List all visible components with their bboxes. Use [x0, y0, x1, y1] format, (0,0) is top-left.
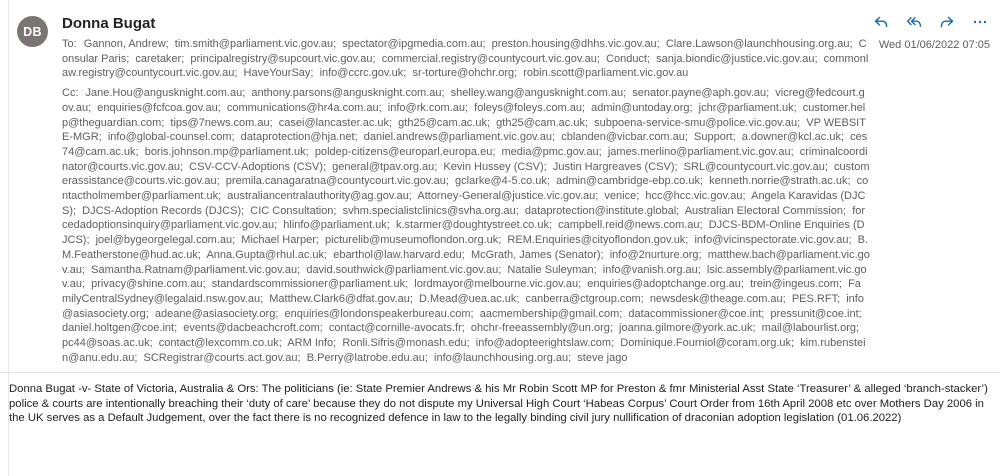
avatar[interactable] [17, 16, 48, 47]
more-actions-button[interactable] [970, 12, 990, 32]
cc-label: Cc: [62, 87, 79, 100]
reply-all-icon [906, 14, 922, 30]
to-recipients-text: Gannon, Andrew; tim.smith@parliament.vic.gov.au; spectator@ipgmedia.com.au; preston.housing@dhhs.vic.gov.au; Clare.Lawson@launchhousing.org.au; Consular Paris; caretaker; principalregistry@supcourt.vic.gov.au; commercial.registry@countycourt.vic.gov.au; Conduct; sanja.biondic@justice.vic.gov.au; commonlaw.registry@countycourt.vic.gov.au; HaveYourSay; info@ccrc.gov.uk; sr-torture@ohchr.org; robin.scott@parliament.vic.gov.au [62, 38, 869, 80]
forward-button[interactable] [937, 12, 957, 32]
more-actions-icon [972, 14, 988, 30]
message-date: Wed 01/06/2022 07:05 [878, 39, 990, 51]
reply-icon [873, 14, 889, 30]
message-header-right [850, 12, 990, 51]
reply-all-button[interactable] [904, 12, 924, 32]
to-recipient-list[interactable] [62, 37, 870, 81]
reply-button[interactable] [871, 12, 891, 32]
to-label: To: [62, 38, 77, 50]
message-body: Donna Bugat -v- State of Victoria, Australia & Ors: The politicians (ie: State Premier Andrews & his Mr Robin Scott MP for Preston & fmr Ministerial Asst State ‘Treasurer’ & alleged ‘branch-stacker’) police & courts are intentionally breaching their ‘duty of care’ because they do not dispute my Universal High Court ‘Habeas Corpus’ Court Order from 16th April 2008 etc over Mothers Day 2006 in the UK serves as a Default Judgement, over the fact there is no recognized defence in law to the legally binding civil jury nullification of draconian adoption legislation (01.06.2022) [9, 383, 988, 425]
forward-icon [939, 14, 955, 30]
sender-row [62, 14, 870, 33]
avatar-initials: DB [23, 24, 42, 39]
cc-recipients-text: Jane.Hou@angusknight.com.au; anthony.parsons@angusknight.com.au; shelley.wang@angusknight.com.au; senator.payne@aph.gov.au; vicreg@fedcourt.gov.au; enquiries@fcfcoa.gov.au; communications@hr4a.com.au; info@rk.com.au; foleys@foleys.com.au; admin@untoday.org; jchr@parliament.uk; customer.help@theguardian.com; tips@7news.com.au; casei@lancaster.ac.uk; gth25@cam.ac.uk; gth25@cam.ac.uk; subpoena-service-smu@police.vic.gov.au; VP WEBSITE-MGR; info@global-counsel.com; dataprotection@hja.net; daniel.andrews@parliament.vic.gov.au; cblanden@vicbar.com.au; Support; a.downer@kcl.ac.uk; ces74@cam.ac.uk; boris.johnson.mp@parliament.uk; poldep-citizens@europarl.europa.eu; media@pmc.gov.au; james.merlino@parliament.vic.gov.au; criminalcoordinator@courts.vic.gov.au; CSV-CCV-Adoptions (CSV); general@tpav.org.au; Kevin Hussey (CSV); Justin Hargreaves (CSV); SRL@countycourt.vic.gov.au; customerassistance@courts.vic.gov.au; premila.canagaratna@countycourt.vic.gov.au; gclarke@4-5.co.uk; admin@cambridge-ebp.co.uk; kenneth.norrie@strath.ac.uk; contactholmember@parliament.uk; australiancentralauthority@ag.gov.au; Attorney-General@justice.vic.gov.au; venice; hcc@hcc.vic.gov.au; Angela Karavidas (DJCS); DJCS-Adoption Records (DJCS); CIC Consultation; svhm.specialistclinics@svha.org.au; dataprotection@institute.global; Australian Electoral Commission; forcedadoptionsinquiry@parliament.vic.gov.au; hlinfo@parliament.uk; k.starmer@doughtystreet.co.uk; campbell.reid@news.com.au; DJCS-BDM-Online Enquiries (DJCS); joel@bygeorgelegal.com.au; Michael Harper; picturelib@museumoflondon.org.uk; REM.Enquiries@cityoflondon.gov.uk; info@vicinspectorate.vic.gov.au; B.M.Featherstone@hud.ac.uk; Anna.Gupta@rhul.ac.uk; ebarthol@law.harvard.edu; McGrath, James (Senator); info@2nurture.org; matthew.bach@parliament.vic.gov.au; Samantha.Ratnam@parliament.vic.gov.au; david.southwick@parliament.vic.gov.au; Natalie Suleyman; info@vanish.org.au; lsic.assembly@parliament.vic.gov.au; privacy@shine.com.au; standardscommissioner@parliament.uk; lordmayor@melbourne.vic.gov.au; enquiries@adoptchange.org.au; trein@ingeus.com; FamilyCentralSydney@legalaid.nsw.gov.au; Matthew.Clark6@dfat.gov.au; D.Mead@uea.ac.uk; canberra@ctgroup.com; newsdesk@theage.com.au; PES.RFT; info@asiasociety.org; adeane@asiasociety.org; enquiries@londonspeakerbureau.com; aacmembership@gmail.com; datacommissioner@coe.int; pressunit@coe.int; daniel.holtgen@coe.int; events@dacbeachcroft.com; contact@cornille-avocats.fr; ohchr-freeassembly@un.org; joanna.gilmore@york.ac.uk; mail@labourlist.org; pc44@soas.ac.uk; contact@lexcomm.co.uk; ARM Info; Ronli.Sifris@monash.edu; info@adopteerightslaw.com; Dominique.Fourniol@coram.org.uk; kim.rubenstein@anu.edu.au; SCRegistrar@courts.act.gov.au; B.Perry@latrobe.edu.au; info@launchhousing.org.au; steve jago [62, 87, 870, 364]
sender-name[interactable]: Donna Bugat [62, 15, 156, 32]
cc-recipient-list[interactable] [62, 86, 870, 365]
message-actions-toolbar [850, 12, 990, 32]
